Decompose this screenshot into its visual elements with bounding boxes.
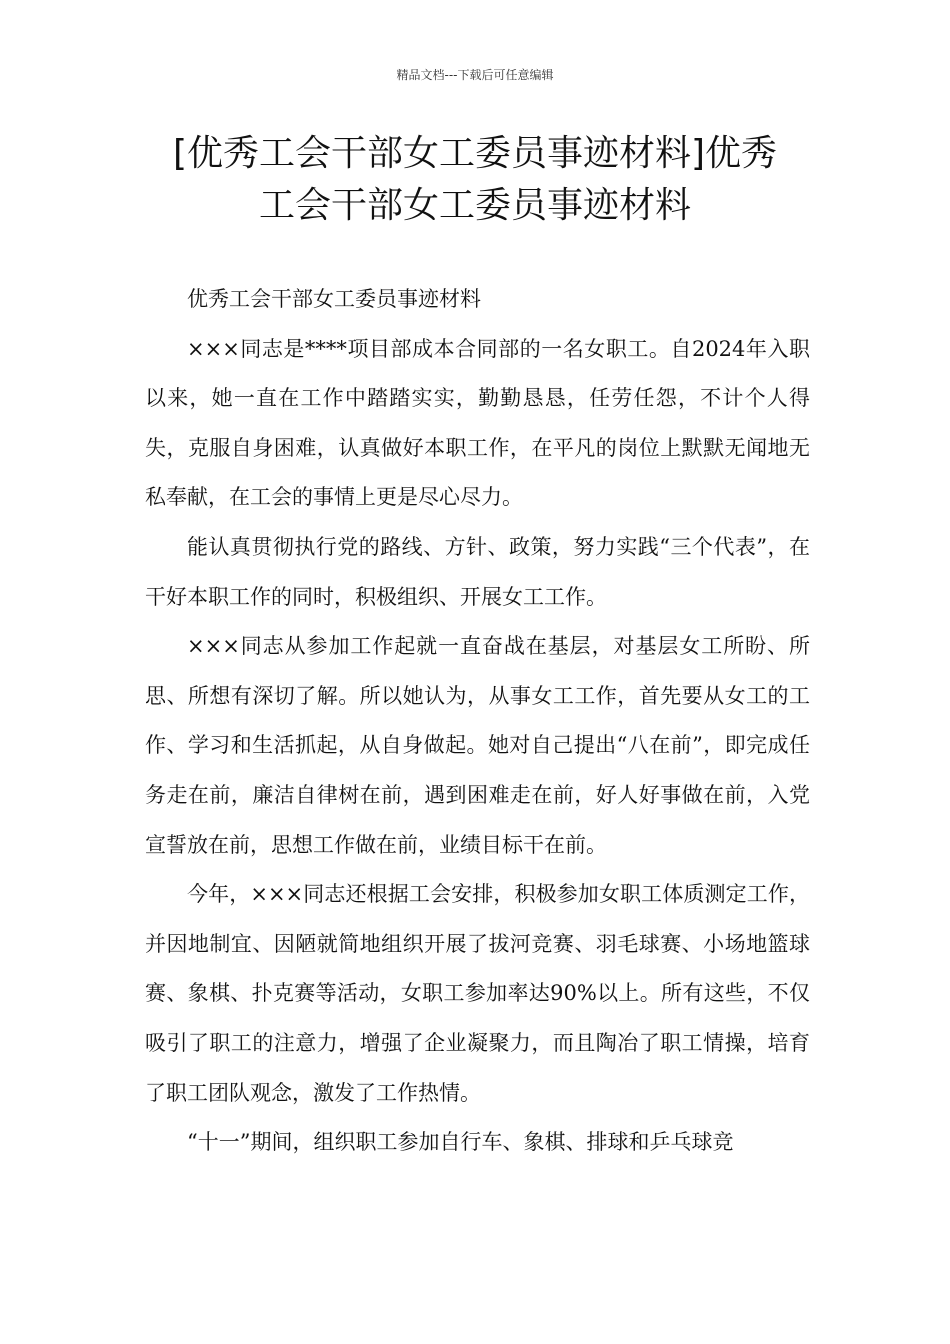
paragraph: 今年，×××同志还根据工会安排，积极参加女职工体质测定工作，并因地制宜、因陋就简地组织开展了拔河竞赛、羽毛球赛、小场地篮球赛、象棋、扑克赛等活动，女职工参加率达90%以上。所有这些，不仅吸引了职工的注意力，增强了企业凝聚力，而且陶冶了职工情操，培育了职工团队观念，激发了工作热情。 [145,882,810,1105]
paragraph: “十一”期间，组织职工参加自行车、象棋、排球和乒乓球竞 [187,1130,734,1155]
document-title [130,128,820,232]
paragraph-subtitle: 优秀工会干部女工委员事迹材料 [187,287,481,311]
document-title-line-2: 工会干部女工委员事迹材料 [258,185,691,226]
paragraph: 能认真贯彻执行党的路线、方针、政策，努力实践“三个代表”，在干好本职工作的同时，积极组织、开展女工工作。 [145,534,810,609]
header-note: 精品文档---下载后可任意编辑 [396,68,554,82]
document-title-line-1: [优秀工会干部女工委员事迹材料]优秀 [172,133,778,174]
paragraph: ×××同志从参加工作起就一直奋战在基层，对基层女工所盼、所思、所想有深切了解。所以她认为，从事女工工作，首先要从女工的工作、学习和生活抓起，从自身做起。她对自己提出“八在前”，即完成任务走在前，廉洁自律树在前，遇到困难走在前，好人好事做在前，入党宣誓放在前，思想工作做在前，业绩目标干在前。 [145,634,810,857]
paragraph: ×××同志是****项目部成本合同部的一名女职工。自2024年入职以来，她一直在工作中踏踏实实，勤勤恳恳，任劳任怨，不计个人得失，克服自身困难，认真做好本职工作，在平凡的岗位上默默无闻地无私奉献，在工会的事情上更是尽心尽力。 [145,336,810,510]
document-body [145,275,810,1168]
